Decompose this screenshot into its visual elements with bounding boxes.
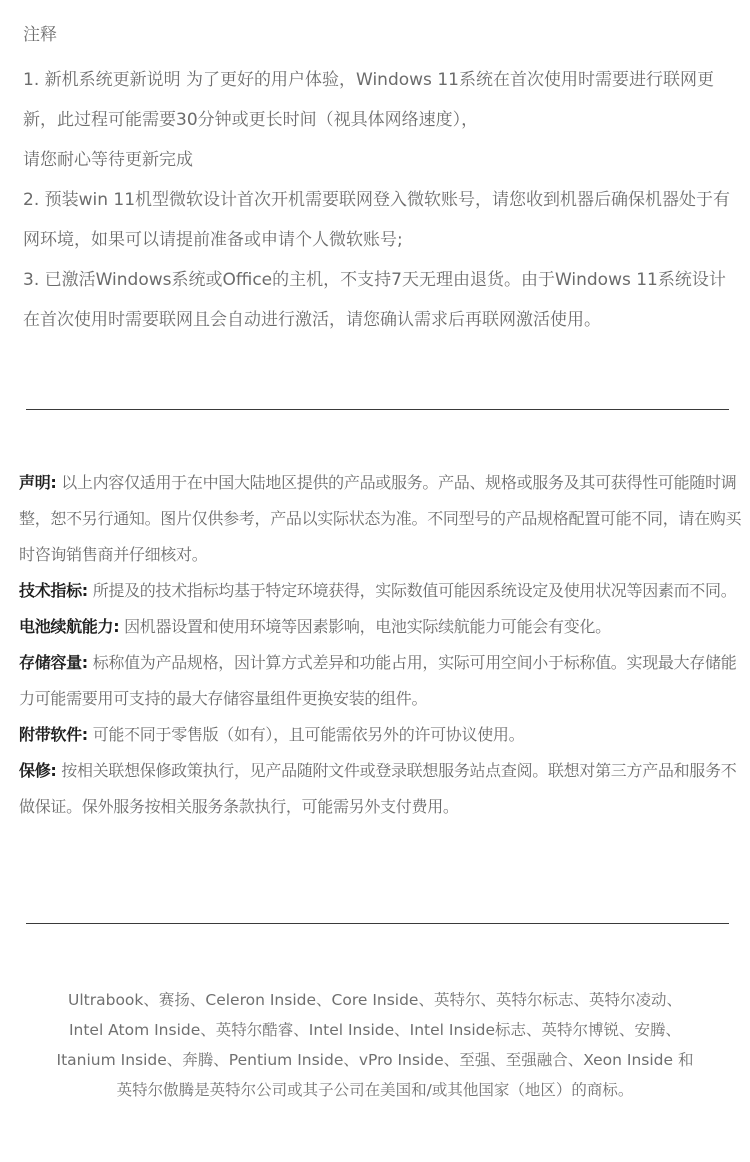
trademark-line: 英特尔傲腾是英特尔公司或其子公司在美国和/或其他国家（地区）的商标。 — [116, 1081, 634, 1099]
note-item-1: 1. 新机系统更新说明 为了更好的用户体验，Windows 11系统在首次使用时需要进行联网更新，此过程可能需要30分钟或更长时间（视具体网络速度）， — [23, 70, 714, 130]
notes-section — [23, 20, 731, 340]
statements-section — [19, 465, 744, 825]
statement-text: 可能不同于零售版（如有），且可能需依另外的许可协议使用。 — [87, 725, 525, 744]
statement-storage — [19, 645, 744, 717]
note-item-1-continued: 请您耐心等待更新完成 — [23, 150, 193, 170]
note-item-3: 3. 已激活Windows系统或Office的主机，不支持7天无理由退货。由于Windows 11系统设计在首次使用时需要联网且会自动进行激活，请您确认需求后再联网激活使用。 — [23, 270, 726, 330]
statement-label: 附带软件: — [19, 725, 88, 744]
statement-software — [19, 717, 744, 753]
statement-battery — [19, 609, 744, 645]
statement-disclaimer — [19, 465, 744, 573]
divider-bottom — [26, 923, 729, 924]
statement-warranty — [19, 753, 744, 825]
statement-tech-specs — [19, 573, 744, 609]
trademark-line: Itanium Inside、奔腾、Pentium Inside、vPro Inside、至强、至强融合、Xeon Inside 和 — [56, 1051, 694, 1069]
statement-text: 因机器设置和使用环境等因素影响，电池实际续航能力可能会有变化。 — [119, 617, 611, 636]
trademark-line: Intel Atom Inside、英特尔酷睿、Intel Inside、Intel Inside标志、英特尔博锐、安腾、 — [68, 1021, 682, 1039]
statement-text: 所提及的技术指标均基于特定环境获得，实际数值可能因系统设定及使用状况等因素而不同。 — [87, 581, 737, 600]
statement-label: 技术指标: — [19, 581, 88, 600]
notes-title: 注释 — [23, 25, 57, 45]
trademark-section — [20, 985, 730, 1105]
statement-label: 电池续航能力: — [19, 617, 120, 636]
statement-label: 声明: — [19, 473, 57, 492]
statement-label: 保修: — [19, 761, 57, 780]
note-item-2: 2. 预装win 11机型微软设计首次开机需要联网登入微软账号，请您收到机器后确保机器处于有网环境，如果可以请提前准备或申请个人微软账号; — [23, 190, 731, 250]
divider-top — [26, 409, 729, 410]
trademark-line: Ultrabook、赛扬、Celeron Inside、Core Inside、英特尔、英特尔标志、英特尔凌动、 — [68, 991, 682, 1009]
statement-text: 标称值为产品规格，因计算方式差异和功能占用，实际可用空间小于标称值。实现最大存储能力可能需要用可支持的最大存储容量组件更换安装的组件。 — [19, 653, 737, 708]
statement-text: 以上内容仅适用于在中国大陆地区提供的产品或服务。产品、规格或服务及其可获得性可能随时调整，恕不另行通知。图片仅供参考，产品以实际状态为准。不同型号的产品规格配置可能不同，请在购买时咨询销售商并仔细核对。 — [19, 473, 742, 564]
statement-text: 按相关联想保修政策执行，见产品随附文件或登录联想服务站点查阅。联想对第三方产品和服务不做保证。保外服务按相关服务条款执行，可能需另外支付费用。 — [19, 761, 737, 816]
statement-label: 存储容量: — [19, 653, 88, 672]
